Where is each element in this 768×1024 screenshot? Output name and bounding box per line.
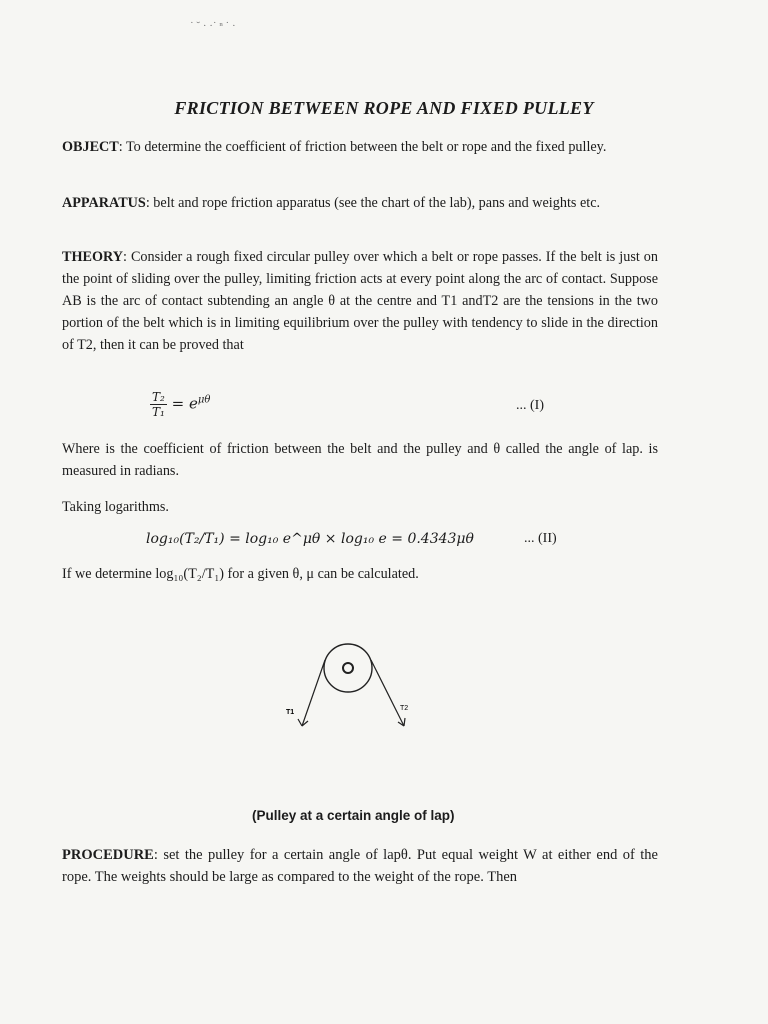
apparatus-paragraph bbox=[62, 192, 658, 214]
apparatus-text: : belt and rope friction apparatus (see the chart of the lab), pans and weights etc. bbox=[145, 195, 601, 211]
scan-smudge: ˙ ˘ · ·˙ ⁿ ˙ · bbox=[190, 20, 236, 32]
figure-caption: (Pulley at a certain angle of lap) bbox=[252, 808, 455, 823]
equation-1-fraction bbox=[150, 390, 167, 419]
equation-1-exponent: μθ bbox=[197, 394, 211, 406]
object-text: : To determine the coefficient of friction between the belt or rope and the fixed pulley. bbox=[118, 139, 607, 155]
taking-log-line: Taking logarithms. bbox=[62, 499, 169, 515]
equation-1-numerator: T₂ bbox=[152, 390, 165, 404]
equation-1-denominator: T₁ bbox=[152, 405, 165, 419]
procedure-paragraph bbox=[62, 844, 658, 888]
object-label: OBJECT bbox=[62, 139, 119, 155]
determine-paragraph: If we determine log₁₀(T₂/T₁) for a given θ, μ can be calculated. bbox=[62, 566, 419, 582]
theory-text: : Consider a rough fixed circular pulley over which a belt or rope passes. If the belt is just on the point of sliding over the pulley, limiting friction acts at every point along the arc of contact. Suppose AB is the arc of contact subtending an angle θ at the centre and T1 andT2 are the tensions in the two portion of the belt which is in limiting equilibrium over the pulley with tendency to slide in the direction of T2, then it can be proved that bbox=[62, 249, 658, 353]
equation-1-rhs: = e bbox=[171, 394, 198, 413]
equation-2-number: ... (II) bbox=[524, 531, 557, 546]
equation-1 bbox=[150, 390, 210, 419]
rope-right bbox=[371, 660, 404, 726]
theory-paragraph bbox=[62, 246, 658, 356]
apparatus-label: APPARATUS bbox=[62, 195, 146, 211]
equation-2: log₁₀(T₂/T₁) = log₁₀ e^μθ × log₁₀ e = 0.4343μθ bbox=[146, 531, 474, 547]
equation-1-number: ... (I) bbox=[516, 398, 544, 413]
pulley-wheel bbox=[324, 644, 372, 692]
pulley-diagram bbox=[280, 630, 440, 740]
where-paragraph: Where is the coefficient of friction between the belt and the pulley and θ called the angle of lap. is measured in radians. bbox=[62, 441, 658, 479]
pulley-axle bbox=[343, 663, 353, 673]
procedure-text: : set the pulley for a certain angle of lapθ. Put equal weight W at either end of the rope. The weights should be large as compared to the weight of the rope. Then bbox=[62, 847, 658, 885]
procedure-label: PROCEDURE bbox=[62, 847, 154, 863]
tension-label-t2: T2 bbox=[400, 705, 409, 712]
page-title: FRICTION BETWEEN ROPE AND FIXED PULLEY bbox=[174, 98, 594, 118]
object-paragraph bbox=[62, 136, 658, 158]
tension-label-t1: T1 bbox=[286, 709, 295, 716]
rope-left bbox=[302, 660, 325, 726]
theory-label: THEORY bbox=[62, 249, 123, 265]
